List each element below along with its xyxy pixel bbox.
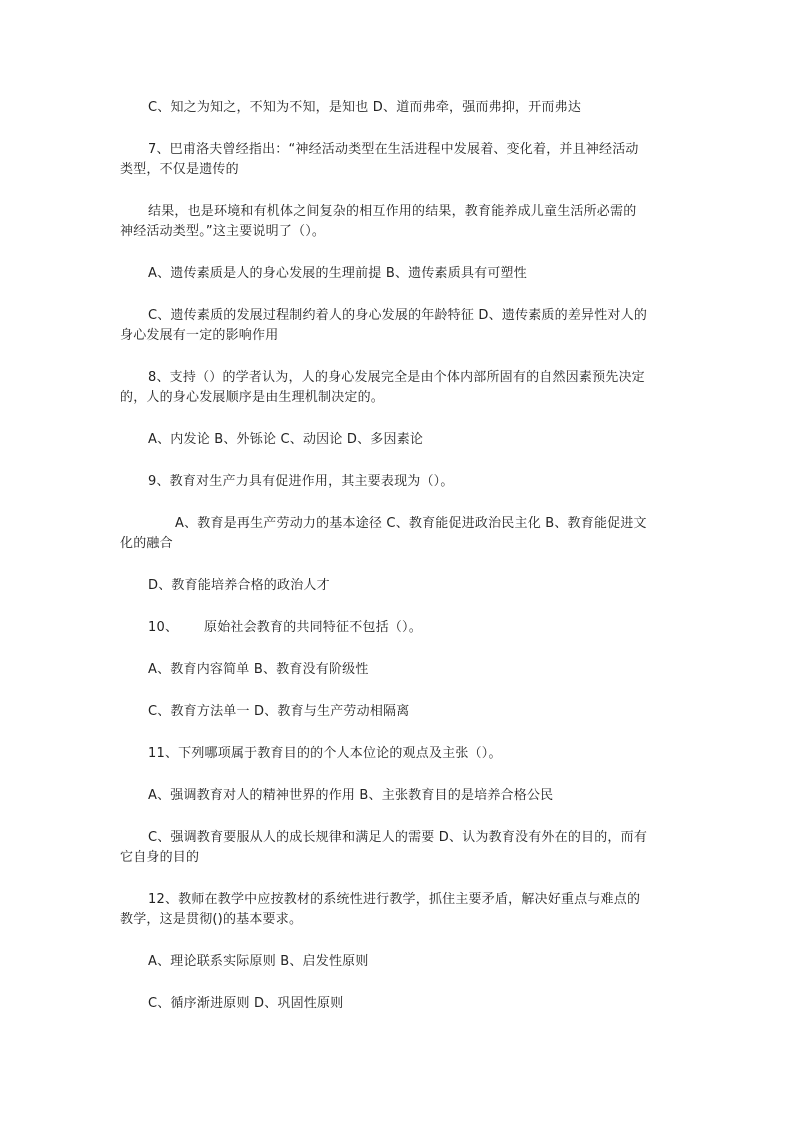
question-12-line-2: 教学，这是贯彻()的基本要求。 — [120, 912, 303, 927]
question-7-line-2: 类型，不仅是遗传的 — [120, 162, 239, 177]
question-12-line-1: 12、教师在教学中应按教材的系统性进行教学，抓住主要矛盾，解决好重点与难点的 — [148, 892, 641, 907]
question-11-options-c-d: C、强调教育要服从人的成长规律和满足人的需要 D、认为教育没有外在的目的，而有 — [148, 830, 648, 845]
question-7-line-3: 结果，也是环境和有机体之间复杂的相互作用的结果，教育能养成儿童生活所必需的 — [148, 204, 637, 219]
option-line-c-d: C、知之为知之，不知为不知，是知也 D、道而弗牵，强而弗抑，开而弗达 — [148, 100, 582, 115]
question-10-options-a-b: A、教育内容简单 B、教育没有阶级性 — [148, 662, 369, 677]
question-9-option-d: D、教育能培养合格的政治人才 — [148, 578, 330, 593]
question-7-options-c-d-cont: 身心发展有一定的影响作用 — [120, 328, 279, 343]
question-7-options-c-d: C、遗传素质的发展过程制约着人的身心发展的年龄特征 D、遗传素质的差异性对人的 — [148, 308, 648, 323]
question-12-options-a-b: A、理论联系实际原则 B、启发性原则 — [148, 954, 369, 969]
question-11-options-c-d-cont: 它自身的目的 — [120, 850, 200, 865]
question-8-line-2: 的，人的身心发展顺序是由生理机制决定的。 — [120, 390, 385, 405]
question-9-stem: 9、教育对生产力具有促进作用，其主要表现为（）。 — [148, 474, 454, 489]
question-10-number: 10、 — [148, 620, 179, 635]
question-9-options-line-2: 化的融合 — [120, 536, 173, 551]
question-11-options-a-b: A、强调教育对人的精神世界的作用 B、主张教育目的是培养合格公民 — [148, 788, 554, 803]
question-8-options: A、内发论 B、外铄论 C、动因论 D、多因素论 — [148, 432, 424, 447]
question-11-stem: 11、下列哪项属于教育目的的个人本位论的观点及主张（）。 — [148, 746, 502, 761]
question-10-stem: 原始社会教育的共同特征不包括（）。 — [204, 620, 422, 635]
question-7-options-a-b: A、遗传素质是人的身心发展的生理前提 B、遗传素质具有可塑性 — [148, 266, 527, 281]
question-7-line-4: 神经活动类型。”这主要说明了（）。 — [120, 224, 326, 239]
question-8-line-1: 8、支持（）的学者认为，人的身心发展完全是由个体内部所固有的自然因素预先决定 — [148, 370, 645, 385]
question-9-options-line-1: A、教育是再生产劳动力的基本途径 C、教育能促进政治民主化 B、教育能促进文 — [175, 516, 647, 531]
question-7-line-1: 7、巴甫洛夫曾经指出：“神经活动类型在生活进程中发展着、变化着，并且神经活动 — [148, 142, 639, 157]
question-12-options-c-d: C、循序渐进原则 D、巩固性原则 — [148, 996, 344, 1011]
question-10-options-c-d: C、教育方法单一 D、教育与生产劳动相隔离 — [148, 704, 410, 719]
